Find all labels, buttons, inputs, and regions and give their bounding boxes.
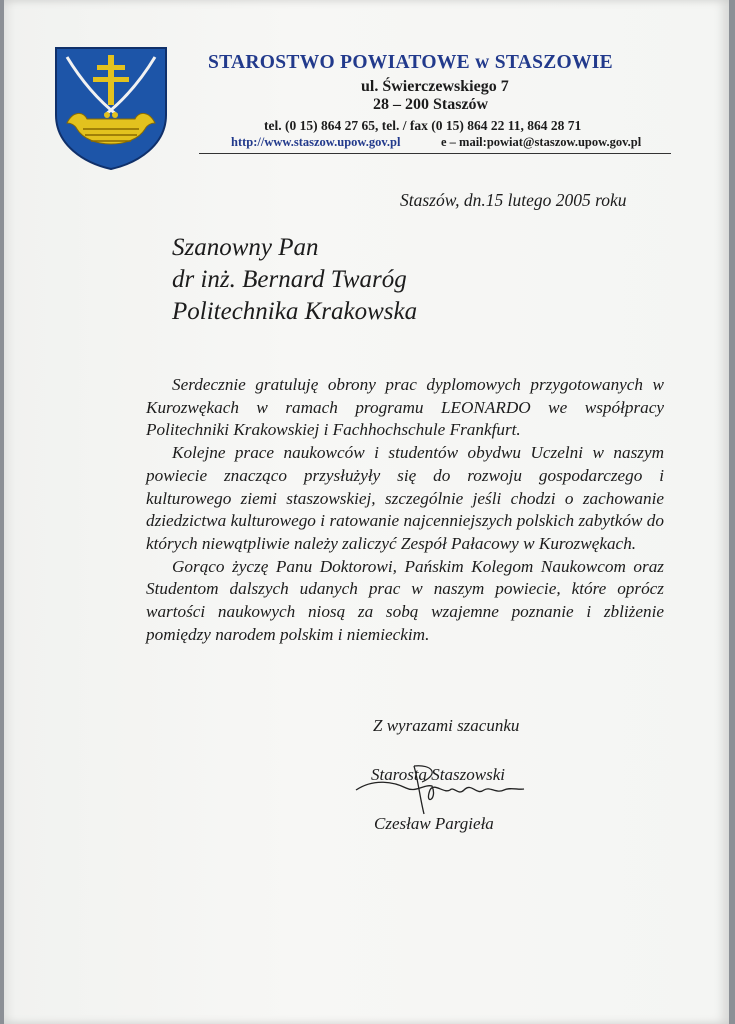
addressee-block (172, 232, 417, 328)
letter-page (4, 0, 729, 1024)
office-phones: tel. (0 15) 864 27 65, tel. / fax (0 15) 864 22 11, 864 28 71 (264, 118, 582, 133)
paragraph (146, 556, 664, 647)
addressee-line: Szanowny Pan (172, 234, 319, 261)
closing-line: Z wyrazami szacunku (373, 716, 520, 735)
paragraph (146, 374, 664, 442)
addressee-line: Politechnika Krakowska (172, 298, 418, 325)
office-street: ul. Świerczewskiego 7 (361, 78, 509, 95)
office-postal: 28 – 200 Staszów (373, 96, 489, 113)
paragraph-text: Gorąco życzę Panu Doktorowi, Pańskim Kolegom Naukowcom oraz Studentom dalszych udanych prac w naszym powiecie, które oprócz wartości naukowych niosą za sobą wzajemne poznanie i zbliżenie pomiędzy narodem polskim i niemieckim. (146, 556, 664, 644)
header-divider (199, 153, 671, 154)
signatory-role: Starosta Staszowski (371, 765, 505, 784)
office-name: STAROSTWO POWIATOWE w STASZOWIE (208, 52, 613, 73)
addressee-line: dr inż. Bernard Twaróg (172, 266, 407, 293)
signatory-name: Czesław Pargieła (374, 814, 494, 833)
coat-of-arms-icon (53, 45, 169, 171)
paragraph-text: Kolejne prace naukowców i studentów obydwu Uczelni w naszym powiecie znacząco przysłużyły się do rozwoju gospodarczego i kulturowego ziemi staszowskiej, szczególnie jeśli chodzi o zachowanie dziedzictwa kulturowego i ratowanie najcenniejszych polskich zabytków do których niewątpliwie należy zaliczyć Zespół Pałacowy w Kurozwękach. (146, 443, 664, 553)
paragraph-text: Serdecznie gratuluję obrony prac dyplomowych przygotowanych w Kurozwękach w ramach programu LEONARDO we współpracy Politechniki Krakowskiej i Fachhochschule Frankfurt. (146, 375, 664, 440)
office-website-link[interactable]: http://www.staszow.upow.gov.pl (231, 135, 401, 149)
handwritten-signature (354, 760, 534, 820)
paragraph (146, 442, 664, 556)
letter-body (146, 374, 664, 646)
office-email: e – mail:powiat@staszow.upow.gov.pl (441, 135, 642, 149)
letter-date: Staszów, dn.15 lutego 2005 roku (400, 190, 627, 210)
